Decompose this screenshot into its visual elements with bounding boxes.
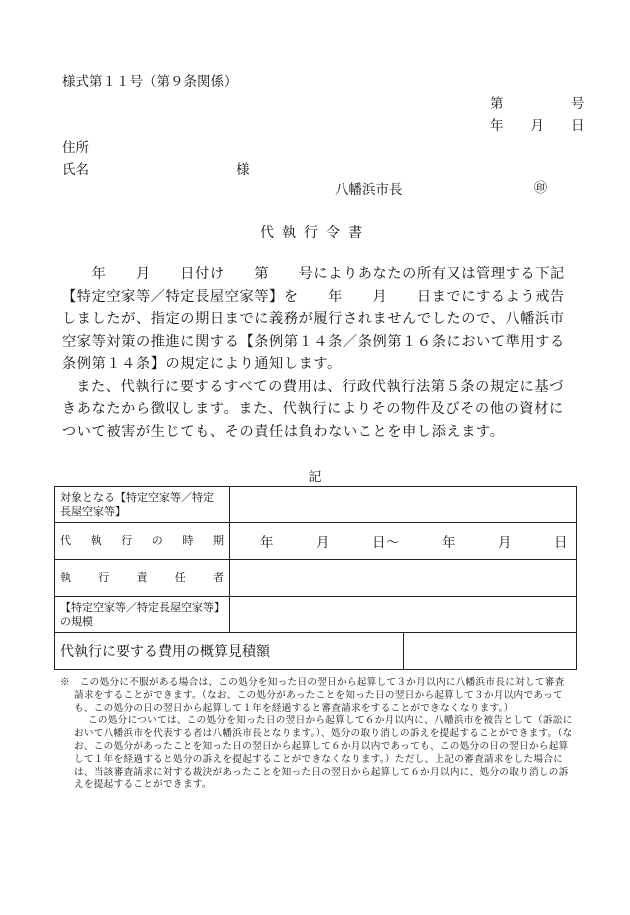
period-value: 年 月 日～ 年 月 日 [230,523,577,560]
body-text [62,263,572,443]
address-label: 住所 [62,140,89,156]
body-paragraph-1: 年 月 日付け 第 号によりあなたの所有又は管理する下記【特定空家等／特定長屋空家等】を 年 月 日までにするよう戒告しましたが、指定の期日までに義務が履行されませんでしたので、八幡浜市空家等対策の推進に関する【条例第１４条／条例第１６条において準用する条例第１４条】の規定により通知します。 [62,266,565,372]
responsible-label: 執行責任者 [55,560,230,597]
honorific: 様 [236,162,250,178]
cost-label: 代執行に要する費用の概算見積額 [55,633,404,670]
form-number: 様式第１１号（第９条関係） [62,74,238,90]
table-row [55,487,577,523]
body-paragraph-2: また、代執行に要するすべての費用は、行政代執行法第５条の規定に基づきあなたから徴収します。また、代執行によりその物件及びその他の資材について被害が生じても、その責任は負わないことを申し添えます。 [62,378,564,440]
name-label: 氏名 [62,162,89,178]
details-table [54,486,577,670]
table-row [55,633,577,670]
period-label: 代執行の時期 [55,523,230,560]
document-number-line: 第 号 [490,96,585,112]
seal-icon: ㊞ [534,181,548,196]
ki-heading: 記 [308,470,322,485]
issuer: 八幡浜市長 [335,182,403,198]
date-line: 年 月 日 [490,118,585,134]
scale-label: 【特定空家等／特定長屋空家等】の規模 [55,597,230,633]
target-value [230,487,577,523]
document-title: 代執行令書 [260,225,370,241]
note-lawsuit: この処分については、この処分を知った日の翌日から起算して６か月以内に、八幡浜市を被告として（訴訟において八幡浜市を代表する者は八幡浜市長となります。）、処分の取り消しの訴えを提起することができます。（なお、この処分があったことを知った日の翌日から起算して６か月以内であっても、この処分の日の翌日から起算して１年を経過すると処分の訴えを提起することができなくなります。）ただし、上記の審査請求をした場合には、当該審査請求に対する裁決があったことを知った日の翌日から起算して６か月以内に、処分の取り消しの訴えを提起することができます。 [74,715,573,791]
cost-value [403,633,577,670]
table-row [55,597,577,633]
table-row [55,523,577,560]
note-appeal: ※ この処分に不服がある場合は、この処分を知った日の翌日から起算して３か月以内に八幡浜市長に対して審査請求をすることができます。（なお、この処分があったことを知った日の翌日から起算して３か月以内であっても、この処分の日の翌日から起算して１年を経過すると審査請求をすることができなくなります。） [60,677,565,714]
table-row [55,560,577,597]
notes [60,677,574,792]
target-label: 対象となる【特定空家等／特定長屋空家等】 [55,487,230,523]
responsible-value [230,560,577,597]
scale-value [230,597,577,633]
